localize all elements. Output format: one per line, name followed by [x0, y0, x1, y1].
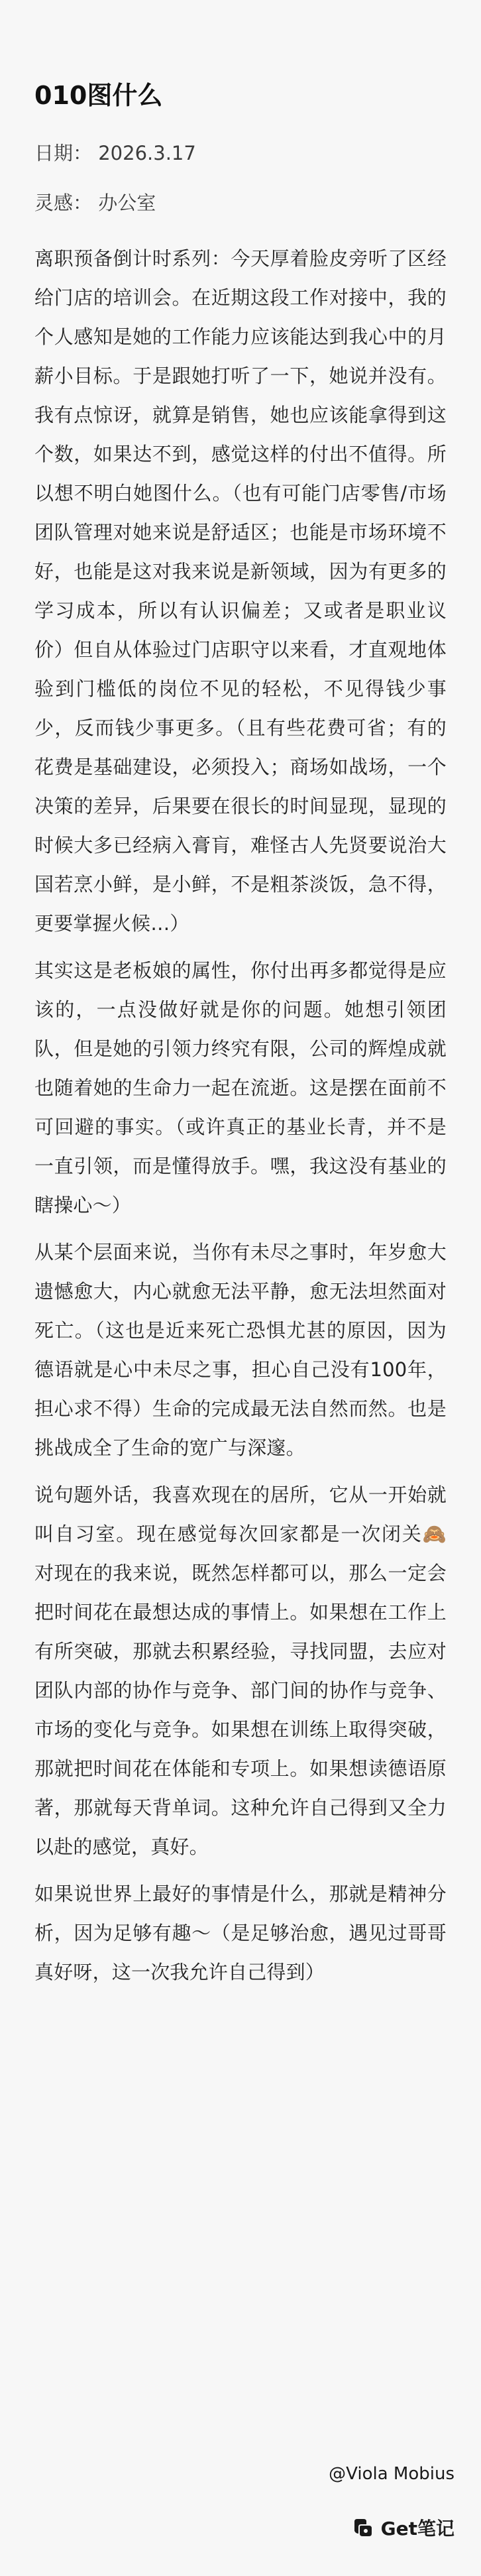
- brand-name: Get笔记: [380, 2518, 454, 2540]
- note-paragraph-3: 从某个层面来说，当你有未尽之事时，年岁愈大遗憾愈大，内心就愈无法平静，愈无法坦然面对死亡。（这也是近来死亡恐惧尤甚的原因，因为德语就是心中未尽之事，担心自己没有100年，担心求不得）生命的完成最无法自然而然。也是挑战成全了生命的宽广与深邃。: [34, 1240, 447, 1459]
- get-notes-logo-icon: [352, 2516, 374, 2539]
- note-paragraph-4: 说句题外话，我喜欢现在的居所，它从一开始就叫自习室。现在感觉每次回家都是一次闭关🙈 对现在的我来说，既然怎样都可以，那么一定会把时间花在最想达成的事情上。如果想在工作上有所突破，那就去积累经验，寻找同盟，去应对团队内部的协作与竞争、部门间的协作与竞争、市场的变化与竞争。如果想在训练上取得突破，那就把时间花在体能和专项上。如果想读德语原著，那就每天背单词。这种允许自己得到又全力以赴的感觉，真好。: [34, 1483, 447, 1858]
- note-paragraph-1: 离职预备倒计时系列：今天厚着脸皮旁听了区经给门店的培训会。在近期这段工作对接中，我的个人感知是她的工作能力应该能达到我心中的月薪小目标。于是跟她打听了一下，她说并没有。我有点惊讶，就算是销售，她也应该能拿得到这个数，如果达不到，感觉这样的付出不值得。所以想不明白她图什么。（也有可能门店零售/市场团队管理对她来说是舒适区；也能是市场环境不好，也能是这对我来说是新领域，因为有更多的学习成本，所以有认识偏差；又或者是职业议价）但自从体验过门店职守以来看，才直观地体验到门槛低的岗位不见的轻松，不见得钱少事少，反而钱少事更多。（且有些花费可省；有的花费是基础建设，必须投入；商场如战场，一个决策的差异，后果要在很长的时间显现，显现的时候大多已经病入膏肓，难怪古人先贤要说治大国若烹小鲜，是小鲜，不是粗茶淡饭，急不得，更要掌握火候…）: [34, 247, 447, 935]
- note-date: 日期： 2026.3.17: [34, 142, 196, 165]
- note-paragraph-5: 如果说世界上最好的事情是什么，那就是精神分析，因为足够有趣～（是足够治愈，遇见过哥哥真好呀，这一次我允许自己得到）: [34, 1882, 447, 1983]
- brand-watermark: [352, 2514, 454, 2541]
- note-paragraph-2: 其实这是老板娘的属性，你付出再多都觉得是应该的，一点没做好就是你的问题。她想引领团队，但是她的引领力终究有限，公司的辉煌成就也随着她的生命力一起在流逝。这是摆在面前不可回避的事实。（或许真正的基业长青，并不是一直引领，而是懂得放手。嘿，我这没有基业的瞎操心～）: [34, 959, 447, 1216]
- note-content: [34, 80, 447, 2000]
- note-inspiration: 灵感： 办公室: [34, 191, 156, 214]
- author-handle: @Viola Mobius: [329, 2464, 454, 2484]
- note-title: 010图什么: [34, 81, 163, 110]
